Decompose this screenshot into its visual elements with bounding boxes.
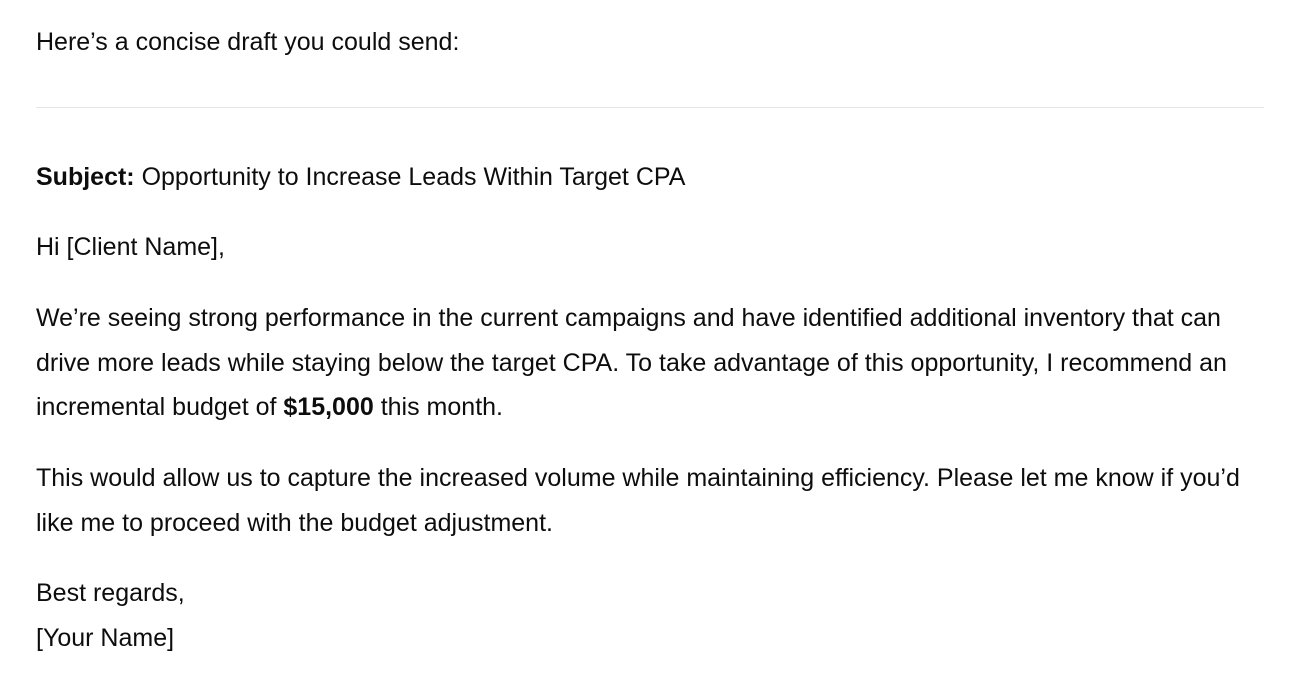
email-paragraph-1 (36, 296, 1256, 430)
subject-text: Opportunity to Increase Leads Within Target CPA (134, 163, 686, 191)
intro-text: Here’s a concise draft you could send: (36, 28, 460, 56)
email-paragraph-2: This would allow us to capture the increased volume while maintaining efficiency. Please let me know if you’d like me to proceed with the budget adjustment. (36, 464, 1240, 537)
paragraph-1-ending: this month. (373, 393, 503, 421)
paragraph-1-text: We’re seeing strong performance in the current campaigns and have identified additional inventory that can drive more leads while staying below the target CPA. To take advantage of this opportunity, I recommend an incremental budget of (36, 304, 1227, 421)
subject-label: Subject: (36, 163, 135, 191)
email-subject (36, 155, 1256, 200)
email-greeting: Hi [Client Name], (36, 233, 225, 261)
divider (36, 107, 1264, 108)
email-signoff (36, 571, 1256, 660)
budget-amount: $15,000 (283, 393, 374, 421)
closing: Best regards, (36, 579, 185, 607)
signature: [Your Name] (36, 623, 175, 652)
